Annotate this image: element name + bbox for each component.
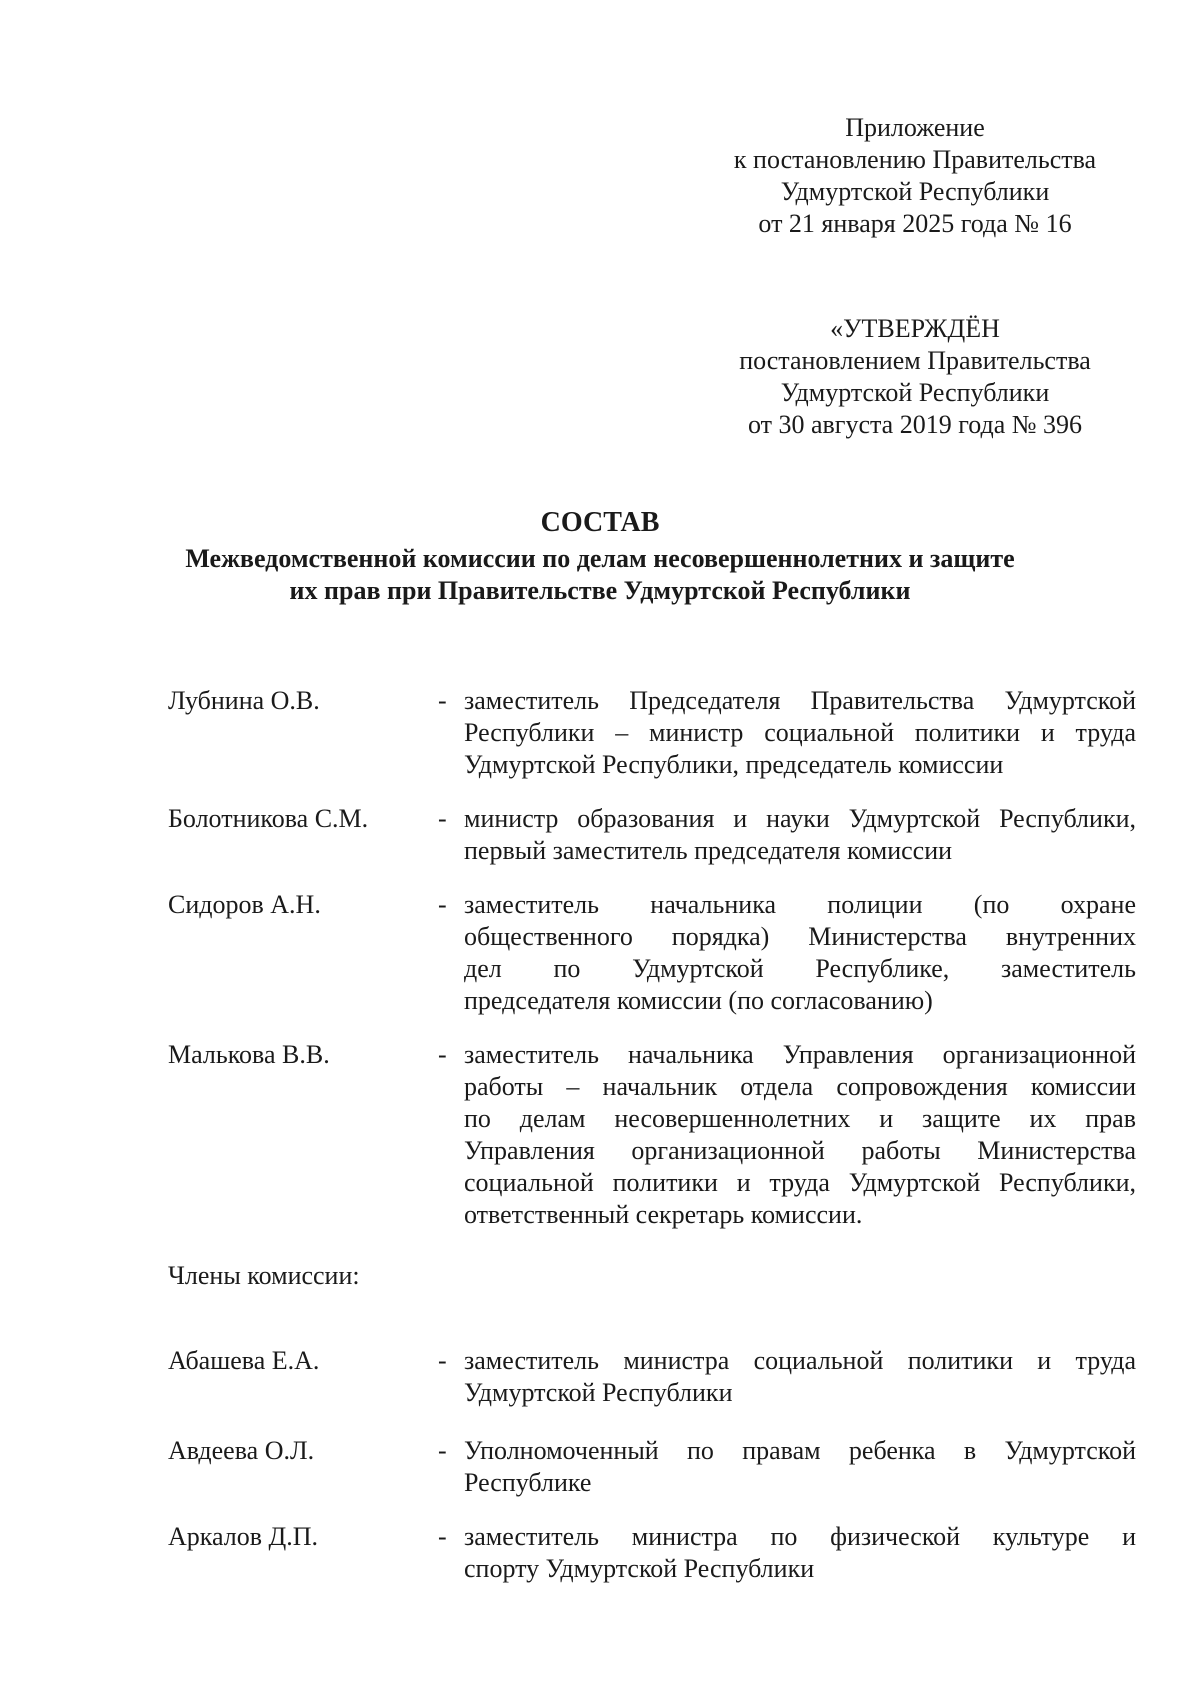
- appendix-line: Удмуртской Республики: [780, 177, 1050, 206]
- dash: -: [438, 1040, 447, 1069]
- member-role: [464, 803, 1136, 867]
- appendix-line: к постановлению Правительства: [733, 145, 1097, 174]
- list-item: [168, 1345, 1138, 1435]
- member-role: [464, 889, 1136, 1017]
- member-role: [464, 1521, 1136, 1585]
- role-line: Удмуртской Республики: [464, 1378, 733, 1407]
- title-line: их прав при Правительстве Удмуртской Республики: [289, 576, 911, 605]
- list-item: [168, 1435, 1138, 1521]
- member-role: [464, 685, 1136, 781]
- role-line: работы – начальник отдела сопровождения комиссии: [464, 1072, 1136, 1101]
- member-name: Малькова В.В.: [168, 1040, 330, 1069]
- role-line: общественного порядка) Министерства внутренних: [464, 922, 1136, 951]
- member-name: Абашева Е.А.: [168, 1346, 320, 1375]
- approval-line: от 30 августа 2019 года № 396: [747, 410, 1083, 439]
- member-name: Сидоров А.Н.: [168, 890, 321, 919]
- approval-line: постановлением Правительства: [739, 346, 1091, 375]
- member-role: [464, 1345, 1136, 1409]
- role-line: ответственный секретарь комиссии.: [464, 1200, 863, 1229]
- member-name: Авдеева О.Л.: [168, 1436, 315, 1465]
- role-line: заместитель начальника полиции (по охране: [464, 890, 1136, 919]
- role-line: заместитель министра социальной политики и труда: [464, 1346, 1136, 1375]
- list-item: [168, 1039, 1138, 1239]
- document-title: [150, 507, 1050, 607]
- role-line: Уполномоченный по правам ребенка в Удмуртской: [464, 1436, 1136, 1465]
- members-heading: Члены комиссии:: [168, 1261, 360, 1290]
- role-line: Республики – министр социальной политики и труда: [464, 718, 1136, 747]
- role-line: социальной политики и труда Удмуртской Республики,: [464, 1168, 1136, 1197]
- members-list: [168, 1345, 1138, 1601]
- list-item: [168, 1521, 1138, 1601]
- leadership-list: [168, 685, 1138, 1239]
- list-item: [168, 803, 1138, 889]
- dash: -: [438, 1346, 447, 1375]
- role-line: дел по Удмуртской Республике, заместитель: [464, 954, 1136, 983]
- role-line: министр образования и науки Удмуртской Республики,: [464, 804, 1136, 833]
- role-line: первый заместитель председателя комиссии: [464, 836, 953, 865]
- dash: -: [438, 890, 447, 919]
- dash: -: [438, 1436, 447, 1465]
- role-line: заместитель министра по физической культуре и: [464, 1522, 1136, 1551]
- appendix-block: [700, 112, 1130, 240]
- title-line: Межведомственной комиссии по делам несовершеннолетних и защите: [185, 544, 1015, 573]
- dash: -: [438, 1522, 447, 1551]
- role-line: председателя комиссии (по согласованию): [464, 986, 933, 1015]
- role-line: Республике: [464, 1468, 592, 1497]
- member-role: [464, 1435, 1136, 1499]
- appendix-line: от 21 января 2025 года № 16: [758, 209, 1072, 238]
- member-name: Аркалов Д.П.: [168, 1522, 319, 1551]
- member-role: [464, 1039, 1136, 1231]
- dash: -: [438, 804, 447, 833]
- appendix-line: Приложение: [845, 113, 985, 142]
- approval-block: [700, 313, 1130, 441]
- role-line: заместитель Председателя Правительства Удмуртской: [464, 686, 1136, 715]
- approval-line: «УТВЕРЖДЁН: [830, 314, 1000, 343]
- role-line: Удмуртской Республики, председатель комиссии: [464, 750, 1004, 779]
- approval-line: Удмуртской Республики: [780, 378, 1050, 407]
- dash: -: [438, 686, 447, 715]
- member-name: Болотникова С.М.: [168, 804, 369, 833]
- role-line: спорту Удмуртской Республики: [464, 1554, 815, 1583]
- member-name: Лубнина О.В.: [168, 686, 320, 715]
- role-line: по делам несовершеннолетних и защите их прав: [464, 1104, 1136, 1133]
- title-heading: СОСТАВ: [540, 507, 660, 538]
- role-line: заместитель начальника Управления организационной: [464, 1040, 1136, 1069]
- list-item: [168, 889, 1138, 1039]
- list-item: [168, 685, 1138, 803]
- role-line: Управления организационной работы Министерства: [464, 1136, 1136, 1165]
